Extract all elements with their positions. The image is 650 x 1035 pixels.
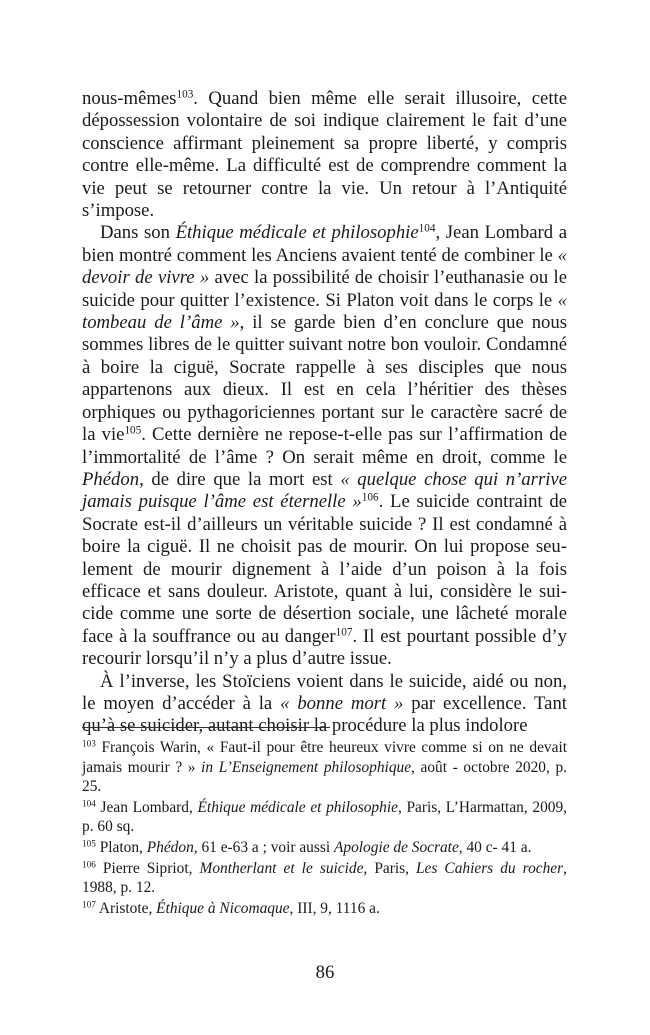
book-title: Phédon <box>82 468 140 490</box>
footnote-ref-105[interactable]: 105 <box>124 424 142 437</box>
page-number: 86 <box>315 962 335 983</box>
quotation: « tombeau de l’âme » <box>82 289 567 334</box>
text: , Jean Lombard a bien montré comment les Anciens avaient tenté de combiner le <box>82 222 567 266</box>
footnote-number: 107 <box>82 899 96 910</box>
text: Platon, <box>95 838 147 856</box>
paragraph-2 <box>82 222 567 670</box>
text: , Paris, L’Harmattan, 2009, p. 60 sq. <box>82 798 568 836</box>
footnote-103 <box>82 738 567 797</box>
text: . Cette dernière ne repose-t-elle pas sur l’affirmation de l’immortalité de l’âme ? On serait même en droit, comme le <box>82 424 567 468</box>
text: avec la possibilité de choisir l’euthanasie ou le suicide pour quitter l’existence. Si Platon voit dans le corps le <box>82 267 567 311</box>
source-title: Éthique médicale et philosophie <box>197 798 398 816</box>
footnote-106 <box>82 859 567 898</box>
text: . Il est pourtant possible d’y recourir lorsqu’il n’y a plus d’autre issue. <box>82 625 567 670</box>
text: , il se garde bien d’en conclure que nous sommes libres de le quitter suivant notre bon vouloir. Condamné à boire la ciguë, Socrate rappelle à ses disciples que nous appartenons aux dieux. Il est en cela l’héritier des thèses orphiques ou pythagoriciennes portant sur le caractère sacré de la vie <box>82 312 568 446</box>
footnote-number: 104 <box>82 798 96 809</box>
text: , III, 9, 1116 a. <box>289 899 380 917</box>
body-text <box>82 88 567 738</box>
text: par excellence. Tant qu’à se suicider, autant choisir la procédure la plus indolore <box>82 692 567 737</box>
book-title: Éthique médicale et philosophie <box>175 222 419 244</box>
footnote-number: 103 <box>82 738 96 749</box>
text: Paris, <box>367 859 416 877</box>
footnotes <box>82 738 567 919</box>
text: , août - octobre 2020, p. 25. <box>82 758 568 796</box>
footnote-ref-107[interactable]: 107 <box>335 626 353 639</box>
text: nous-mêmes <box>82 88 177 109</box>
footnote-ref-106[interactable]: 106 <box>361 491 379 504</box>
text: 61 e-63 a ; voir aussi <box>197 838 334 856</box>
footnote-separator <box>82 727 330 728</box>
quotation: « quelque chose qui n’arrive jamais puisque l’âme est éternelle » <box>82 468 567 513</box>
text: Jean Lombard, <box>95 798 198 816</box>
text: . Le suicide contraint de Socrate est-il d’ailleurs un véritable suicide ? Il est condamné à boire la ciguë. Il ne choisit pas de mourir. On lui propose seulement de mourir dignement à l’aide d’un poison à la fois efficace et sans douleur. Aristote, quant à lui, considère le suicide comme une sorte de désertion sociale, une lâcheté morale face à la souffrance ou au danger <box>82 491 568 647</box>
source-title: Apologie de Socrate, <box>333 838 463 856</box>
footnote-number: 105 <box>82 838 96 849</box>
source-title: Phédon, <box>146 838 198 856</box>
quotation: « devoir de vivre » <box>82 244 567 289</box>
source-title: Les Cahiers du rocher <box>416 859 564 877</box>
text: François Warin, « Faut-il pour être heureux vivre comme si on ne devait jamais mourir ? » <box>82 739 567 776</box>
text: , 1988, p. 12. <box>82 859 567 897</box>
source-title: in L’Enseignement philosophique <box>201 758 412 776</box>
source-title: Éthique à Nicomaque <box>156 899 290 917</box>
text: À l’inverse, les Stoïciens voient dans le suicide, aidé ou non, le moyen d’accéder à la <box>82 670 567 714</box>
footnote-ref-103[interactable]: 103 <box>176 88 194 101</box>
text: Aristote, <box>95 899 157 917</box>
text: . Quand bien même elle serait illusoire, cette dépossession volontaire de soi indique clairement le fait d’une conscience affirmant pleinement sa propre liberté, y compris contre elle-même. La difficulté est de comprendre comment la vie peut se retourner contre la vie. Un retour à l’Antiquité s’impose. <box>82 88 567 222</box>
footnote-104 <box>82 798 567 837</box>
footnote-107 <box>82 899 567 919</box>
text: , de dire que la mort est <box>139 468 341 490</box>
paragraph-1 <box>82 88 567 222</box>
footnote-number: 106 <box>82 859 96 870</box>
footnote-105 <box>82 838 567 858</box>
text: Dans son <box>100 222 176 244</box>
footnote-ref-104[interactable]: 104 <box>418 222 436 235</box>
quotation: « bonne mort » <box>280 692 404 714</box>
text: Pierre Sipriot, <box>95 859 200 877</box>
source-title: Montherlant et le suicide, <box>199 859 368 877</box>
text: 40 c- 41 a. <box>462 838 532 856</box>
